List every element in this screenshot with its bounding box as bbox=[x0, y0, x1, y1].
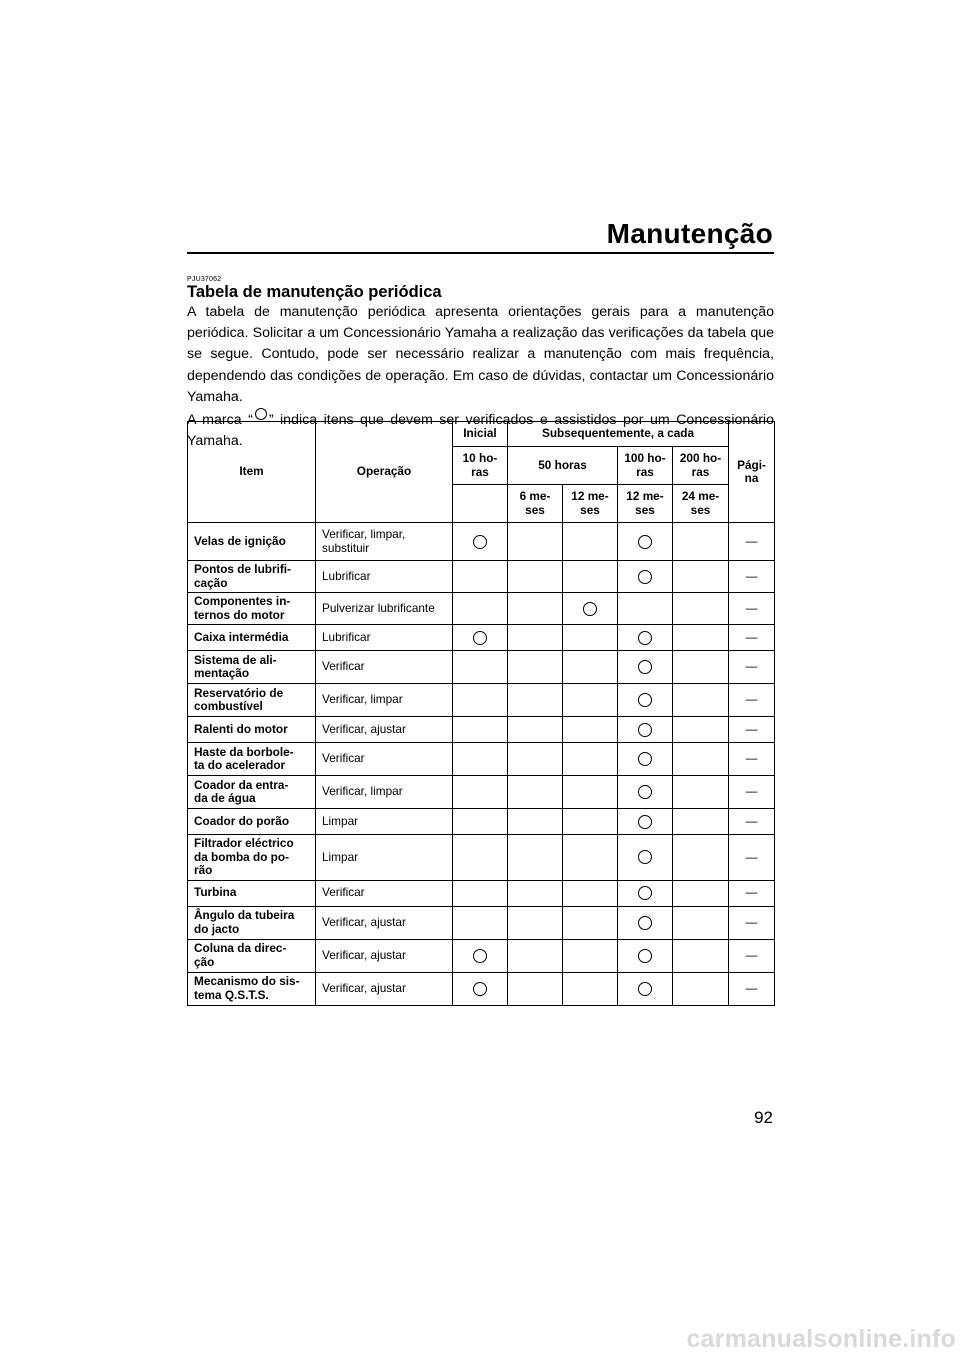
interval-cell bbox=[618, 523, 673, 561]
row-operation: Verificar, limpar bbox=[316, 776, 453, 809]
check-circle-icon bbox=[638, 570, 652, 584]
interval-cell bbox=[453, 880, 508, 906]
check-circle-icon bbox=[638, 916, 652, 930]
interval-cell bbox=[563, 717, 618, 743]
interval-cell bbox=[508, 523, 563, 561]
interval-cell bbox=[508, 776, 563, 809]
row-item: Velas de ignição bbox=[188, 523, 316, 561]
interval-cell bbox=[618, 906, 673, 939]
row-page: — bbox=[729, 809, 775, 835]
interval-cell bbox=[673, 743, 729, 776]
interval-cell bbox=[453, 743, 508, 776]
interval-cell bbox=[453, 972, 508, 1005]
row-item: Mecanismo do sis- tema Q.S.T.S. bbox=[188, 972, 316, 1005]
interval-cell bbox=[453, 625, 508, 651]
header-empty-cell bbox=[453, 485, 508, 523]
interval-cell bbox=[453, 684, 508, 717]
header-initial: Inicial bbox=[453, 422, 508, 447]
interval-cell bbox=[508, 717, 563, 743]
interval-cell bbox=[563, 880, 618, 906]
check-circle-icon bbox=[473, 535, 487, 549]
interval-cell bbox=[673, 684, 729, 717]
table-row bbox=[188, 717, 775, 743]
row-operation: Lubrificar bbox=[316, 561, 453, 593]
header-100-hours: 100 ho- ras bbox=[618, 447, 673, 485]
row-page: — bbox=[729, 880, 775, 906]
interval-cell bbox=[453, 561, 508, 593]
interval-cell bbox=[563, 939, 618, 972]
interval-cell bbox=[453, 651, 508, 684]
row-page: — bbox=[729, 939, 775, 972]
check-circle-icon bbox=[638, 785, 652, 799]
table-row bbox=[188, 593, 775, 625]
interval-cell bbox=[618, 939, 673, 972]
table-row bbox=[188, 880, 775, 906]
row-item: Coluna da direc- ção bbox=[188, 939, 316, 972]
row-page: — bbox=[729, 835, 775, 881]
check-circle-icon bbox=[638, 982, 652, 996]
page-title: Manutenção bbox=[606, 218, 773, 249]
table-row bbox=[188, 939, 775, 972]
interval-cell bbox=[563, 809, 618, 835]
row-item: Coador da entra- da de água bbox=[188, 776, 316, 809]
row-operation: Verificar bbox=[316, 880, 453, 906]
check-circle-icon bbox=[473, 949, 487, 963]
interval-cell bbox=[563, 743, 618, 776]
table-row bbox=[188, 906, 775, 939]
row-item: Ângulo da tubeira do jacto bbox=[188, 906, 316, 939]
check-circle-icon bbox=[638, 535, 652, 549]
table-row bbox=[188, 651, 775, 684]
interval-cell bbox=[508, 880, 563, 906]
row-page: — bbox=[729, 717, 775, 743]
interval-cell bbox=[618, 625, 673, 651]
row-item: Reservatório de combustível bbox=[188, 684, 316, 717]
interval-cell bbox=[453, 717, 508, 743]
table-row bbox=[188, 776, 775, 809]
row-item: Coador do porão bbox=[188, 809, 316, 835]
row-operation: Verificar, ajustar bbox=[316, 717, 453, 743]
header-12-months: 12 me- ses bbox=[618, 485, 673, 523]
interval-cell bbox=[673, 835, 729, 881]
mark-explanation-end: ” indica itens que devem ser verificados e assistidos por um Concessionário Yamaha. bbox=[187, 412, 774, 450]
interval-cell bbox=[563, 593, 618, 625]
interval-cell bbox=[673, 561, 729, 593]
row-page: — bbox=[729, 776, 775, 809]
table-row bbox=[188, 625, 775, 651]
row-item: Filtrador eléctrico da bomba do po- rão bbox=[188, 835, 316, 881]
interval-cell bbox=[508, 743, 563, 776]
check-circle-icon bbox=[638, 660, 652, 674]
interval-cell bbox=[673, 717, 729, 743]
row-operation: Limpar bbox=[316, 809, 453, 835]
interval-cell bbox=[563, 906, 618, 939]
check-circle-icon bbox=[473, 982, 487, 996]
watermark: carmanualsonline.info bbox=[686, 1325, 956, 1353]
row-page: — bbox=[729, 906, 775, 939]
interval-cell bbox=[618, 809, 673, 835]
interval-cell bbox=[618, 684, 673, 717]
row-operation: Verificar, limpar, substituir bbox=[316, 523, 453, 561]
interval-cell bbox=[673, 809, 729, 835]
row-operation: Verificar, limpar bbox=[316, 684, 453, 717]
interval-cell bbox=[563, 651, 618, 684]
row-page: — bbox=[729, 972, 775, 1005]
header-page: Pági- na bbox=[729, 422, 775, 523]
table-row bbox=[188, 743, 775, 776]
row-page: — bbox=[729, 593, 775, 625]
row-item: Pontos de lubrifi- cação bbox=[188, 561, 316, 593]
row-operation: Pulverizar lubrificante bbox=[316, 593, 453, 625]
header-50-hours: 50 horas bbox=[508, 447, 618, 485]
check-circle-icon bbox=[473, 631, 487, 645]
interval-cell bbox=[673, 776, 729, 809]
header-200-hours: 200 ho- ras bbox=[673, 447, 729, 485]
interval-cell bbox=[618, 593, 673, 625]
interval-cell bbox=[453, 593, 508, 625]
check-circle-icon bbox=[638, 752, 652, 766]
row-operation: Verificar, ajustar bbox=[316, 939, 453, 972]
interval-cell bbox=[508, 939, 563, 972]
row-operation: Lubrificar bbox=[316, 625, 453, 651]
row-page: — bbox=[729, 625, 775, 651]
interval-cell bbox=[453, 939, 508, 972]
interval-cell bbox=[453, 523, 508, 561]
row-item: Componentes in- ternos do motor bbox=[188, 593, 316, 625]
mark-explanation-start: A marca “ bbox=[187, 412, 253, 429]
interval-cell bbox=[618, 717, 673, 743]
row-item: Ralenti do motor bbox=[188, 717, 316, 743]
section-code: PJU37062 bbox=[187, 276, 222, 283]
header-6-months: 6 me- ses bbox=[508, 485, 563, 523]
table-row bbox=[188, 835, 775, 881]
interval-cell bbox=[453, 809, 508, 835]
header-12-months: 12 me- ses bbox=[563, 485, 618, 523]
header-item: Item bbox=[188, 422, 316, 523]
row-page: — bbox=[729, 651, 775, 684]
interval-cell bbox=[673, 972, 729, 1005]
interval-cell bbox=[563, 625, 618, 651]
check-circle-icon bbox=[638, 815, 652, 829]
interval-cell bbox=[563, 684, 618, 717]
row-operation: Limpar bbox=[316, 835, 453, 881]
interval-cell bbox=[508, 835, 563, 881]
interval-cell bbox=[508, 809, 563, 835]
interval-cell bbox=[618, 972, 673, 1005]
page-number: 92 bbox=[754, 1108, 773, 1127]
row-page: — bbox=[729, 684, 775, 717]
row-item: Turbina bbox=[188, 880, 316, 906]
interval-cell bbox=[508, 972, 563, 1005]
interval-cell bbox=[508, 906, 563, 939]
row-operation: Verificar, ajustar bbox=[316, 972, 453, 1005]
check-circle-icon bbox=[638, 631, 652, 645]
interval-cell bbox=[508, 651, 563, 684]
header-subsequent: Subsequentemente, a cada bbox=[508, 422, 729, 447]
table-row bbox=[188, 972, 775, 1005]
interval-cell bbox=[673, 593, 729, 625]
intro-paragraph: A tabela de manutenção periódica apresenta orientações gerais para a manutenção periódica. Solicitar a um Concessionário Yamaha a realização das verificações da tabela que se segue. Contudo, pode ser necessário realizar a manutenção com mais frequência, dependendo das condições de operação. Em caso de dúvidas, contactar um Concessionário Yamaha. bbox=[187, 304, 774, 405]
interval-cell bbox=[563, 835, 618, 881]
interval-cell bbox=[508, 684, 563, 717]
interval-cell bbox=[563, 561, 618, 593]
interval-cell bbox=[673, 523, 729, 561]
interval-cell bbox=[508, 593, 563, 625]
check-circle-icon bbox=[583, 602, 597, 616]
interval-cell bbox=[453, 906, 508, 939]
interval-cell bbox=[453, 776, 508, 809]
maintenance-table bbox=[187, 421, 775, 1006]
section-title: Tabela de manutenção periódica bbox=[187, 283, 442, 301]
table-row bbox=[188, 523, 775, 561]
header-operation: Operação bbox=[316, 422, 453, 523]
check-circle-icon bbox=[638, 850, 652, 864]
row-operation: Verificar, ajustar bbox=[316, 906, 453, 939]
row-item: Haste da borbole- ta do acelerador bbox=[188, 743, 316, 776]
row-item: Sistema de ali- mentação bbox=[188, 651, 316, 684]
interval-cell bbox=[618, 880, 673, 906]
row-item: Caixa intermédia bbox=[188, 625, 316, 651]
row-operation: Verificar bbox=[316, 651, 453, 684]
check-circle-icon bbox=[638, 723, 652, 737]
row-page: — bbox=[729, 743, 775, 776]
interval-cell bbox=[563, 972, 618, 1005]
header-24-months: 24 me- ses bbox=[673, 485, 729, 523]
interval-cell bbox=[563, 776, 618, 809]
interval-cell bbox=[618, 743, 673, 776]
check-circle-icon bbox=[638, 693, 652, 707]
header-10-hours: 10 ho- ras bbox=[453, 447, 508, 485]
interval-cell bbox=[618, 835, 673, 881]
interval-cell bbox=[618, 651, 673, 684]
interval-cell bbox=[673, 880, 729, 906]
interval-cell bbox=[508, 625, 563, 651]
interval-cell bbox=[563, 523, 618, 561]
interval-cell bbox=[673, 625, 729, 651]
interval-cell bbox=[673, 906, 729, 939]
row-operation: Verificar bbox=[316, 743, 453, 776]
circle-mark-icon bbox=[255, 408, 267, 420]
row-page: — bbox=[729, 561, 775, 593]
interval-cell bbox=[618, 776, 673, 809]
interval-cell bbox=[453, 835, 508, 881]
interval-cell bbox=[618, 561, 673, 593]
interval-cell bbox=[673, 939, 729, 972]
header-rule bbox=[187, 252, 774, 254]
maintenance-table-body bbox=[188, 523, 775, 1006]
interval-cell bbox=[508, 561, 563, 593]
table-row bbox=[188, 684, 775, 717]
row-page: — bbox=[729, 523, 775, 561]
check-circle-icon bbox=[638, 949, 652, 963]
interval-cell bbox=[673, 651, 729, 684]
table-row bbox=[188, 809, 775, 835]
table-row bbox=[188, 561, 775, 593]
check-circle-icon bbox=[638, 886, 652, 900]
